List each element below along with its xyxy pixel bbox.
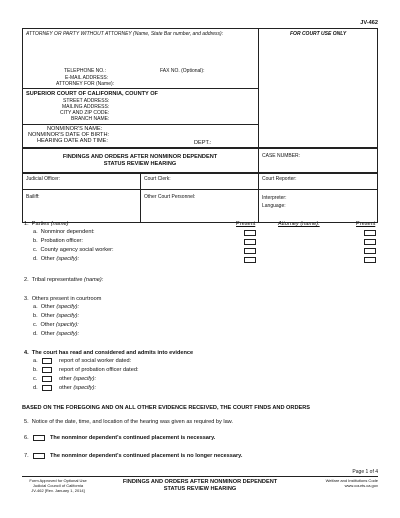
evidence-d-letter: d.	[33, 385, 38, 391]
court-use-label: FOR COURT USE ONLY	[290, 31, 347, 37]
present2-header: Present	[356, 221, 376, 227]
court-title: SUPERIOR COURT OF CALIFORNIA, COUNTY OF	[26, 91, 158, 97]
attorney-header: Attorney (name):	[278, 221, 320, 227]
officers-box	[22, 173, 378, 223]
evidence-d-label: other (specify):	[59, 385, 97, 391]
court-reporter-label: Court Reporter:	[262, 176, 297, 182]
evidence-b-checkbox[interactable]	[42, 367, 52, 373]
caption-divider	[258, 28, 259, 148]
title-divider	[258, 148, 259, 173]
evidence-a-label: report of social worker dated:	[59, 358, 132, 364]
finding-6-checkbox[interactable]	[33, 435, 45, 441]
form-title-line2: STATUS REVIEW HEARING	[103, 161, 177, 167]
based-on-statement: BASED ON THE FOREGOING AND ON ALL OTHER EVIDENCE RECEIVED, THE COURT FINDS AND ORDERS	[22, 405, 310, 411]
evidence-b-letter: b.	[33, 367, 38, 373]
party-a: a. Nonminor dependent:	[33, 229, 95, 235]
street-label: STREET ADDRESS:	[63, 98, 110, 104]
finding-7-number: 7.	[24, 453, 29, 459]
attorney-for-label: ATTORNEY FOR (Name):	[56, 81, 115, 87]
hearing-label: HEARING DATE AND TIME:	[37, 138, 108, 144]
party-c: c. County agency social worker:	[33, 247, 114, 253]
nonminor-dob-label: NONMINOR'S DATE OF BIRTH:	[28, 132, 110, 138]
footer-approved: Form Approved for Optional Use Judicial Council of California JV-462 [Rev. January 1, 2014]	[29, 478, 87, 493]
party-d: d. Other (specify):	[33, 256, 80, 262]
interpreter-label: Interpreter:	[262, 195, 287, 201]
party-a-present-checkbox[interactable]	[244, 230, 256, 236]
finding-5: 5. Notice of the date, time, and location of the hearing was given as required by law.	[24, 419, 233, 425]
party-d-present-checkbox[interactable]	[244, 257, 256, 263]
attorney-c-present-checkbox[interactable]	[364, 248, 376, 254]
form-title-line1: FINDINGS AND ORDERS AFTER NONMINOR DEPENDENT	[62, 154, 218, 160]
tribal-rep: 2. Tribal representative (name):	[24, 277, 104, 283]
officers-col2	[258, 173, 259, 223]
evidence-a-letter: a.	[33, 358, 38, 364]
telephone-label: TELEPHONE NO.:	[64, 68, 106, 74]
evidence-b-label: report of probation officer dated:	[59, 367, 139, 373]
footer-title-line2: STATUS REVIEW HEARING	[163, 486, 237, 492]
other-a: a. Other (specify):	[33, 304, 80, 310]
case-number-label: CASE NUMBER:	[262, 153, 301, 159]
attorney-d-present-checkbox[interactable]	[364, 257, 376, 263]
finding-6-label: The nonminor dependent's continued placement is necessary.	[50, 435, 216, 441]
court-clerk-label: Court Clerk:	[144, 176, 171, 182]
branch-label: BRANCH NAME:	[71, 116, 110, 122]
bailiff-label: Bailiff:	[26, 194, 40, 200]
others-heading: 3. Others present in courtroom	[24, 296, 102, 302]
evidence-c-checkbox[interactable]	[42, 376, 52, 382]
evidence-a-checkbox[interactable]	[42, 358, 52, 364]
judicial-officer-label: Judicial Officer:	[26, 176, 61, 182]
attorney-a-present-checkbox[interactable]	[364, 230, 376, 236]
nonminor-name-label: NONMINOR'S NAME:	[47, 126, 103, 132]
parties-heading: 1. Parties (name)	[24, 221, 69, 227]
party-b-present-checkbox[interactable]	[244, 239, 256, 245]
evidence-c-letter: c.	[33, 376, 38, 382]
finding-7-checkbox[interactable]	[33, 453, 45, 459]
officers-row-divider	[22, 189, 378, 190]
footer-rule	[22, 476, 378, 477]
other-personnel-label: Other Court Personnel:	[144, 194, 196, 200]
evidence-d-checkbox[interactable]	[42, 385, 52, 391]
officers-col1	[140, 173, 141, 223]
mailing-label: MAILING ADDRESS:	[62, 104, 110, 110]
evidence-c-label: other (specify):	[59, 376, 97, 382]
page-number: Page 1 of 4	[352, 469, 378, 475]
nonminor-divider	[22, 124, 258, 125]
language-label: Language:	[262, 203, 286, 209]
finding-6-number: 6.	[24, 435, 29, 441]
attorney-b-present-checkbox[interactable]	[364, 239, 376, 245]
form-id: JV-462	[360, 20, 378, 26]
footer-rule-ref: Welfare and Institutions Code www.courts.ca.gov	[325, 478, 378, 488]
other-b: b. Other (specify):	[33, 313, 80, 319]
city-label: CITY AND ZIP CODE:	[60, 110, 110, 116]
fax-label: FAX NO. (Optional):	[160, 68, 205, 74]
party-b: b. Probation officer:	[33, 238, 83, 244]
court-divider	[22, 88, 258, 89]
other-d: d. Other (specify):	[33, 331, 80, 337]
attorney-label: ATTORNEY OR PARTY WITHOUT ATTORNEY (Name, State Bar number, and address):	[26, 31, 224, 37]
present-header: Present	[236, 221, 256, 227]
other-c: c. Other (specify):	[33, 322, 79, 328]
evidence-heading: 4. The court has read and considered and admits into evidence	[24, 350, 194, 356]
dept-label: DEPT.:	[194, 140, 212, 146]
finding-7-label: The nonminor dependent's continued placement is no longer necessary.	[50, 453, 243, 459]
party-c-present-checkbox[interactable]	[244, 248, 256, 254]
footer-title-line1: FINDINGS AND ORDERS AFTER NONMINOR DEPENDENT	[122, 479, 278, 485]
email-label: E-MAIL ADDRESS:	[65, 75, 109, 81]
